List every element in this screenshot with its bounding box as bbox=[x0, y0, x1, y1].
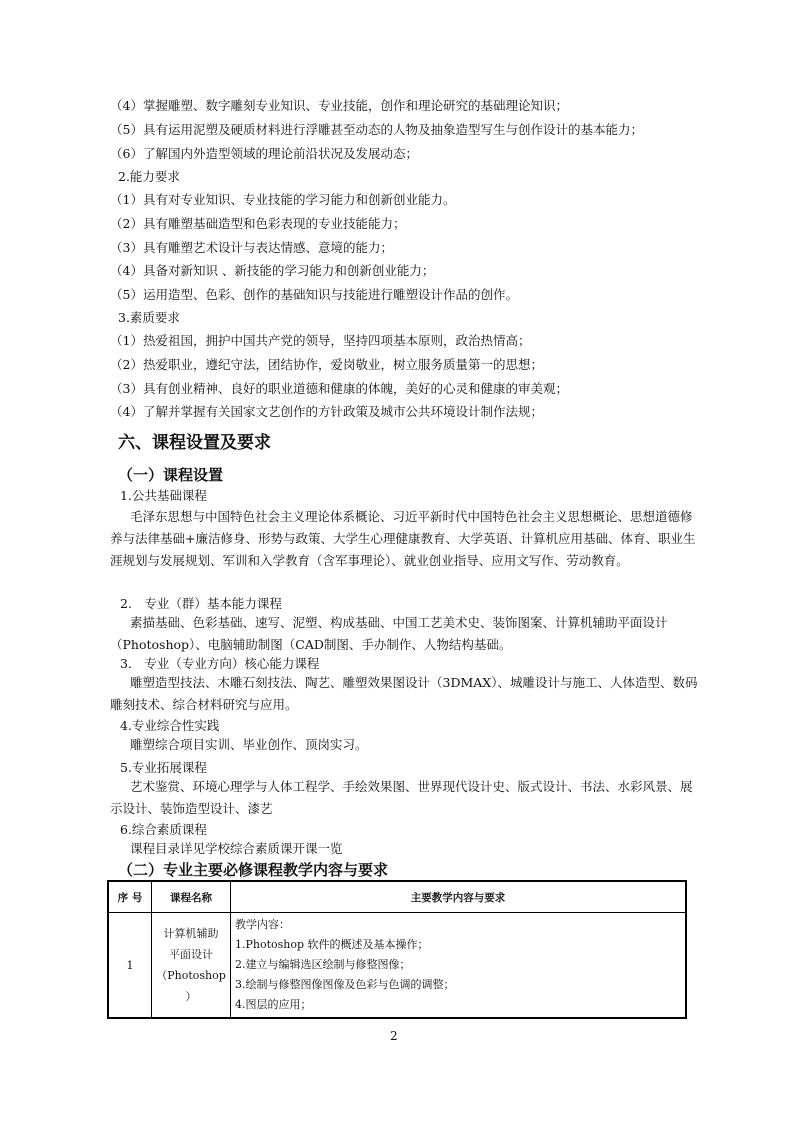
course-group-heading: 1.公共基础课程 bbox=[120, 488, 207, 503]
course-group-heading: 5.专业拓展课程 bbox=[120, 760, 207, 775]
ability-item: （2）具有雕塑基础造型和色彩表现的专业技能能力； bbox=[110, 216, 406, 231]
ability-item: （3）具有雕塑艺术设计与表达情感、意境的能力； bbox=[110, 240, 393, 255]
content-line: 1.Photoshop 软件的概述及基本操作； bbox=[235, 938, 429, 951]
subsection-title: （一）课程设置 bbox=[118, 466, 224, 484]
ability-item: （4）具备对新知识 、新技能的学习能力和创新创业能力； bbox=[110, 263, 435, 278]
table-header-row bbox=[108, 881, 686, 913]
quality-item: （1）热爱祖国，拥护中国共产党的领导，坚持四项基本原则，政治热情高； bbox=[110, 333, 531, 348]
header-content: 主要教学内容与要求 bbox=[231, 881, 687, 913]
knowledge-item: （4）掌握雕塑、数字雕刻专业知识、专业技能，创作和理论研究的基础理论知识； bbox=[110, 98, 568, 113]
course-group-body: 素描基础、色彩基础、速写、泥塑、构成基础、中国工艺美术史、装饰图案、计算机辅助平面设计（Photoshop）、电脑辅助制图（CAD制图、手办制作、人物结构基础。 bbox=[110, 615, 668, 652]
subsection-title: （二）专业主要必修课程教学内容与要求 bbox=[118, 861, 389, 879]
course-group-body: 雕塑造型技法、木雕石刻技法、陶艺、雕塑效果图设计（3DMAX）、城雕设计与施工、人体造型、数码雕刻技术、综合材料研究与应用。 bbox=[110, 675, 698, 712]
content-line: 教学内容： bbox=[235, 918, 290, 931]
course-group-body: 课程目录详见学校综合素质课开课一览 bbox=[130, 841, 343, 856]
course-name-line: （Photoshop bbox=[156, 969, 226, 982]
content-line: 2.建立与编辑选区绘制与修整图像； bbox=[235, 958, 411, 971]
quality-item: （4）了解并掌握有关国家文艺创作的方针政策及城市公共环境设计制作法规； bbox=[110, 404, 543, 419]
course-group-body: 毛泽东思想与中国特色社会主义理论体系概论、习近平新时代中国特色社会主义思想概论、思想道德修养与法律基础+廉洁修身、形势与政策、大学生心理健康教育、大学英语、计算机应用基础、体育、职业生涯规划与发展规划、军训和入学教育（含军事理论）、就业创业指导、应用文写作、劳动教育。 bbox=[110, 509, 696, 568]
quality-item: （3）具有创业精神、良好的职业道德和健康的体魄，美好的心灵和健康的审美观； bbox=[110, 381, 568, 396]
page-number: 2 bbox=[390, 1029, 398, 1043]
course-name-line: 平面设计 bbox=[169, 948, 213, 961]
course-table bbox=[107, 880, 687, 1019]
header-course-name: 课程名称 bbox=[152, 881, 231, 913]
course-name-line: ） bbox=[185, 990, 197, 1003]
content-line: 4.图层的应用； bbox=[235, 998, 312, 1011]
course-group-heading: 6.综合素质课程 bbox=[120, 822, 207, 837]
course-group-heading: 2. 专业（群）基本能力课程 bbox=[120, 596, 282, 611]
section-title: 六、课程设置及要求 bbox=[118, 433, 271, 453]
row-course-name bbox=[152, 913, 231, 1019]
ability-item: （5）运用造型、色彩、创作的基础知识与技能进行雕塑设计作品的创作。 bbox=[110, 287, 518, 302]
ability-heading: 2.能力要求 bbox=[118, 169, 180, 184]
row-content bbox=[231, 913, 687, 1019]
course-group-body: 雕塑综合项目实训、毕业创作、顶岗实习。 bbox=[130, 737, 368, 752]
knowledge-item: （5）具有运用泥塑及硬质材料进行浮雕甚至动态的人物及抽象造型写生与创作设计的基本能力； bbox=[110, 122, 643, 137]
course-group-heading: 4.专业综合性实践 bbox=[120, 718, 220, 733]
row-number: 1 bbox=[108, 913, 152, 1019]
quality-heading: 3.素质要求 bbox=[118, 310, 180, 325]
course-name-line: 计算机辅助 bbox=[163, 927, 219, 940]
course-group-body: 艺术鉴赏、环境心理学与人体工程学、手绘效果图、世界现代设计史、版式设计、书法、水彩风景、展示设计、装饰造型设计、漆艺 bbox=[110, 779, 693, 816]
course-group-heading: 3. 专业（专业方向）核心能力课程 bbox=[120, 656, 320, 671]
ability-item: （1）具有对专业知识、专业技能的学习能力和创新创业能力。 bbox=[110, 192, 456, 207]
table-row bbox=[108, 913, 686, 1019]
quality-item: （2）热爱职业，遵纪守法，团结协作，爱岗敬业，树立服务质量第一的思想； bbox=[110, 357, 543, 372]
content-line: 3.绘制与修整图像图像及色彩与色调的调整； bbox=[235, 978, 455, 991]
knowledge-item: （6）了解国内外造型领域的理论前沿状况及发展动态； bbox=[110, 146, 418, 161]
header-number: 序 号 bbox=[108, 881, 152, 913]
